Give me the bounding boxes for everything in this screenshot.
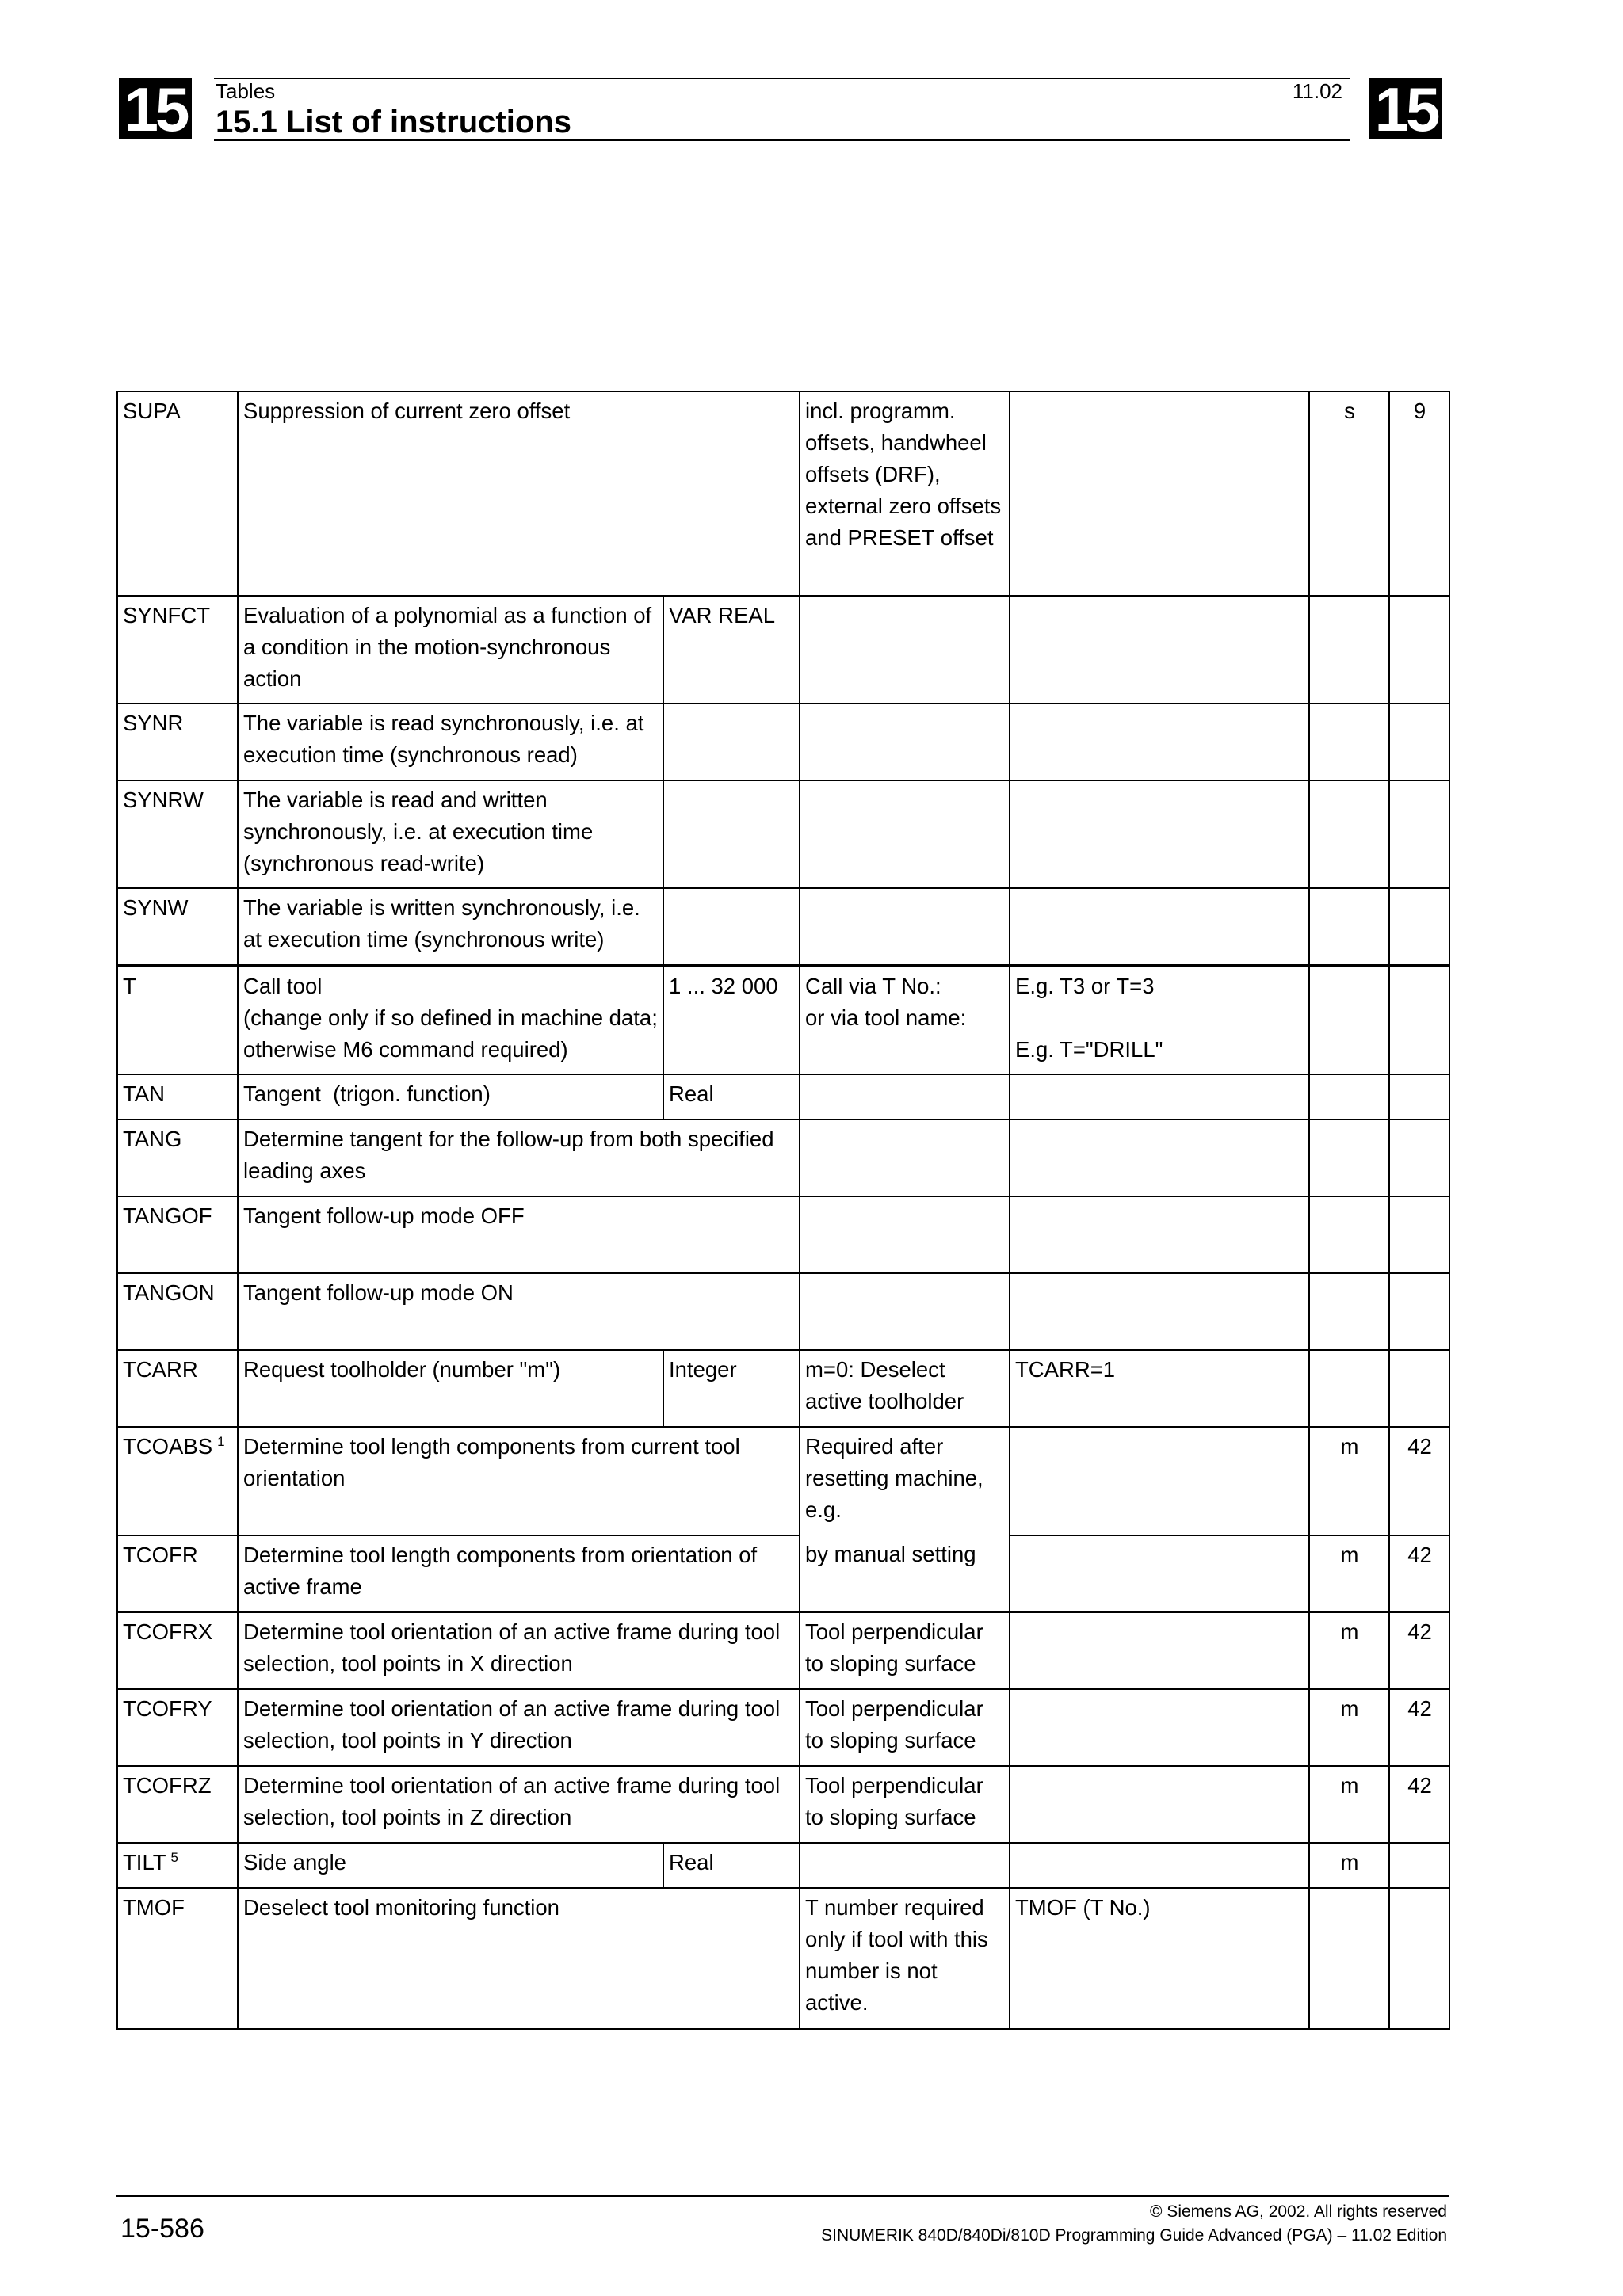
type-cell: Real	[663, 1074, 800, 1119]
group-cell: 42	[1389, 1689, 1449, 1766]
instruction-cell: TANG	[117, 1119, 238, 1196]
mode-cell: s	[1309, 391, 1389, 596]
example-cell	[1010, 1766, 1309, 1843]
note-cell	[800, 1119, 1010, 1196]
table-row	[117, 1196, 1449, 1273]
instruction-cell: SYNR	[117, 704, 238, 780]
type-cell	[663, 704, 800, 780]
page-title: 15.1 List of instructions	[216, 105, 571, 139]
description-cell: Deselect tool monitoring function	[238, 1888, 800, 2029]
type-cell: Real	[663, 1843, 800, 1888]
page-number: 15-586	[120, 2214, 204, 2244]
instruction-cell: SUPA	[117, 391, 238, 596]
note-cell	[800, 1273, 1010, 1350]
description-cell: The variable is read and written synchronously, i.e. at execution time (synchronous read-write)	[238, 780, 663, 888]
table-row	[117, 1689, 1449, 1766]
mode-cell: m	[1309, 1766, 1389, 1843]
table-row	[117, 1350, 1449, 1427]
note-cell	[800, 888, 1010, 966]
mode-cell	[1309, 704, 1389, 780]
instruction-cell: TAN	[117, 1074, 238, 1119]
group-cell	[1389, 966, 1449, 1074]
header-rule	[214, 139, 1350, 141]
mode-cell	[1309, 1196, 1389, 1273]
example-cell	[1010, 1689, 1309, 1766]
note-cell: Tool perpendicular to sloping surface	[800, 1612, 1010, 1689]
mode-cell	[1309, 1888, 1389, 2029]
note-cell	[800, 1074, 1010, 1119]
description-cell: The variable is read synchronously, i.e. at execution time (synchronous read)	[238, 704, 663, 780]
note-cell: Tool perpendicular to sloping surface	[800, 1766, 1010, 1843]
description-cell: Tangent (trigon. function)	[238, 1074, 663, 1119]
description-cell: Side angle	[238, 1843, 663, 1888]
mode-cell	[1309, 1074, 1389, 1119]
instruction-cell: TMOF	[117, 1888, 238, 2029]
example-cell	[1010, 888, 1309, 966]
instruction-cell	[117, 1427, 238, 1535]
footer-rule	[116, 2195, 1449, 2197]
group-cell	[1389, 780, 1449, 888]
example-cell	[1010, 596, 1309, 704]
group-cell	[1389, 596, 1449, 704]
example-cell: TCARR=1	[1010, 1350, 1309, 1427]
table-row	[117, 888, 1449, 966]
table-row	[117, 1766, 1449, 1843]
table-row	[117, 780, 1449, 888]
example-cell	[1010, 1843, 1309, 1888]
table-row	[117, 1427, 1449, 1535]
table-row	[117, 1888, 1449, 2029]
description-cell: Evaluation of a polynomial as a function of a condition in the motion-synchronous action	[238, 596, 663, 704]
table-row	[117, 1119, 1449, 1196]
document-title: SINUMERIK 840D/840Di/810D Programming Guide Advanced (PGA) – 11.02 Edition	[821, 2226, 1447, 2245]
section-label: Tables	[216, 79, 276, 103]
description-cell: Tangent follow-up mode ON	[238, 1273, 800, 1350]
group-cell	[1389, 1350, 1449, 1427]
instruction-cell: TCOFR	[117, 1535, 238, 1612]
description-cell: Determine tool length components from orientation of active frame	[238, 1535, 800, 1612]
group-cell	[1389, 1843, 1449, 1888]
note-cell: incl. programm. offsets, handwheel offsets (DRF), external zero offsets and PRESET offset	[800, 391, 1010, 596]
instruction-name: TILT	[123, 1850, 166, 1875]
mode-cell: m	[1309, 1427, 1389, 1535]
note-cell: by manual setting	[800, 1535, 1010, 1612]
instruction-cell	[117, 1843, 238, 1888]
note-cell	[800, 1196, 1010, 1273]
instruction-cell: TCOFRZ	[117, 1766, 238, 1843]
copyright-notice: © Siemens AG, 2002. All rights reserved	[1150, 2203, 1447, 2221]
mode-cell	[1309, 596, 1389, 704]
table-row	[117, 596, 1449, 704]
group-cell: 42	[1389, 1535, 1449, 1612]
chapter-number-badge: 15	[1369, 78, 1442, 139]
group-cell	[1389, 888, 1449, 966]
example-cell	[1010, 704, 1309, 780]
description-cell: The variable is written synchronously, i.e. at execution time (synchronous write)	[238, 888, 663, 966]
group-cell: 9	[1389, 391, 1449, 596]
table-row	[117, 1074, 1449, 1119]
example-cell: E.g. T3 or T=3 E.g. T="DRILL"	[1010, 966, 1309, 1074]
instruction-cell: SYNFCT	[117, 596, 238, 704]
instruction-cell: TANGON	[117, 1273, 238, 1350]
note-cell	[800, 780, 1010, 888]
group-cell	[1389, 1119, 1449, 1196]
mode-cell	[1309, 780, 1389, 888]
instruction-cell: TCARR	[117, 1350, 238, 1427]
note-cell	[800, 704, 1010, 780]
table-row	[117, 1612, 1449, 1689]
description-cell: Determine tool orientation of an active frame during tool selection, tool points in X direction	[238, 1612, 800, 1689]
type-cell: Integer	[663, 1350, 800, 1427]
group-cell	[1389, 1888, 1449, 2029]
group-cell	[1389, 1074, 1449, 1119]
mode-cell	[1309, 1273, 1389, 1350]
example-cell	[1010, 1612, 1309, 1689]
mode-cell: m	[1309, 1689, 1389, 1766]
mode-cell	[1309, 1350, 1389, 1427]
description-cell: Determine tangent for the follow-up from both specified leading axes	[238, 1119, 800, 1196]
example-cell: TMOF (T No.)	[1010, 1888, 1309, 2029]
chapter-number-badge: 15	[119, 78, 192, 139]
group-cell	[1389, 704, 1449, 780]
table-row	[117, 704, 1449, 780]
mode-cell	[1309, 1119, 1389, 1196]
type-cell: VAR REAL	[663, 596, 800, 704]
note-cell: Call via T No.: or via tool name:	[800, 966, 1010, 1074]
table-row	[117, 1273, 1449, 1350]
instruction-cell: SYNRW	[117, 780, 238, 888]
table-row	[117, 1843, 1449, 1888]
mode-cell	[1309, 888, 1389, 966]
example-cell	[1010, 1535, 1309, 1612]
note-cell: T number required only if tool with this number is not active.	[800, 1888, 1010, 2029]
instruction-name: TCOABS	[123, 1434, 213, 1459]
example-cell	[1010, 780, 1309, 888]
group-cell: 42	[1389, 1612, 1449, 1689]
type-cell	[663, 780, 800, 888]
type-cell	[663, 888, 800, 966]
description-cell: Determine tool length components from current tool orientation	[238, 1427, 800, 1535]
group-cell	[1389, 1273, 1449, 1350]
description-cell: Tangent follow-up mode OFF	[238, 1196, 800, 1273]
table-row	[117, 1535, 1449, 1612]
instruction-cell: T	[117, 966, 238, 1074]
description-cell: Determine tool orientation of an active frame during tool selection, tool points in Z direction	[238, 1766, 800, 1843]
instruction-cell: TCOFRX	[117, 1612, 238, 1689]
example-cell	[1010, 1427, 1309, 1535]
description-cell: Request toolholder (number "m")	[238, 1350, 663, 1427]
instruction-table	[116, 391, 1450, 2030]
note-cell	[800, 1843, 1010, 1888]
note-cell	[800, 596, 1010, 704]
description-cell: Suppression of current zero offset	[238, 391, 800, 596]
description-cell: Call tool (change only if so defined in machine data; otherwise M6 command required)	[238, 966, 663, 1074]
example-cell	[1010, 1119, 1309, 1196]
mode-cell	[1309, 966, 1389, 1074]
type-cell: 1 ... 32 000	[663, 966, 800, 1074]
table-row	[117, 391, 1449, 596]
mode-cell: m	[1309, 1612, 1389, 1689]
header-rule	[214, 78, 1350, 79]
mode-cell: m	[1309, 1843, 1389, 1888]
group-cell: 42	[1389, 1427, 1449, 1535]
example-cell	[1010, 1273, 1309, 1350]
group-cell	[1389, 1196, 1449, 1273]
table-row	[117, 966, 1449, 1074]
example-cell	[1010, 391, 1309, 596]
instruction-cell: SYNW	[117, 888, 238, 966]
note-cell: Tool perpendicular to sloping surface	[800, 1689, 1010, 1766]
mode-cell: m	[1309, 1535, 1389, 1612]
instruction-cell: TANGOF	[117, 1196, 238, 1273]
example-cell	[1010, 1074, 1309, 1119]
example-cell	[1010, 1196, 1309, 1273]
edition-date: 11.02	[1292, 79, 1342, 103]
note-cell: Required after resetting machine, e.g.	[800, 1427, 1010, 1535]
note-cell: m=0: Deselect active toolholder	[800, 1350, 1010, 1427]
group-cell: 42	[1389, 1766, 1449, 1843]
description-cell: Determine tool orientation of an active frame during tool selection, tool points in Y direction	[238, 1689, 800, 1766]
footnote-marker: 5	[170, 1849, 178, 1865]
footnote-marker: 1	[217, 1433, 225, 1449]
instruction-cell: TCOFRY	[117, 1689, 238, 1766]
